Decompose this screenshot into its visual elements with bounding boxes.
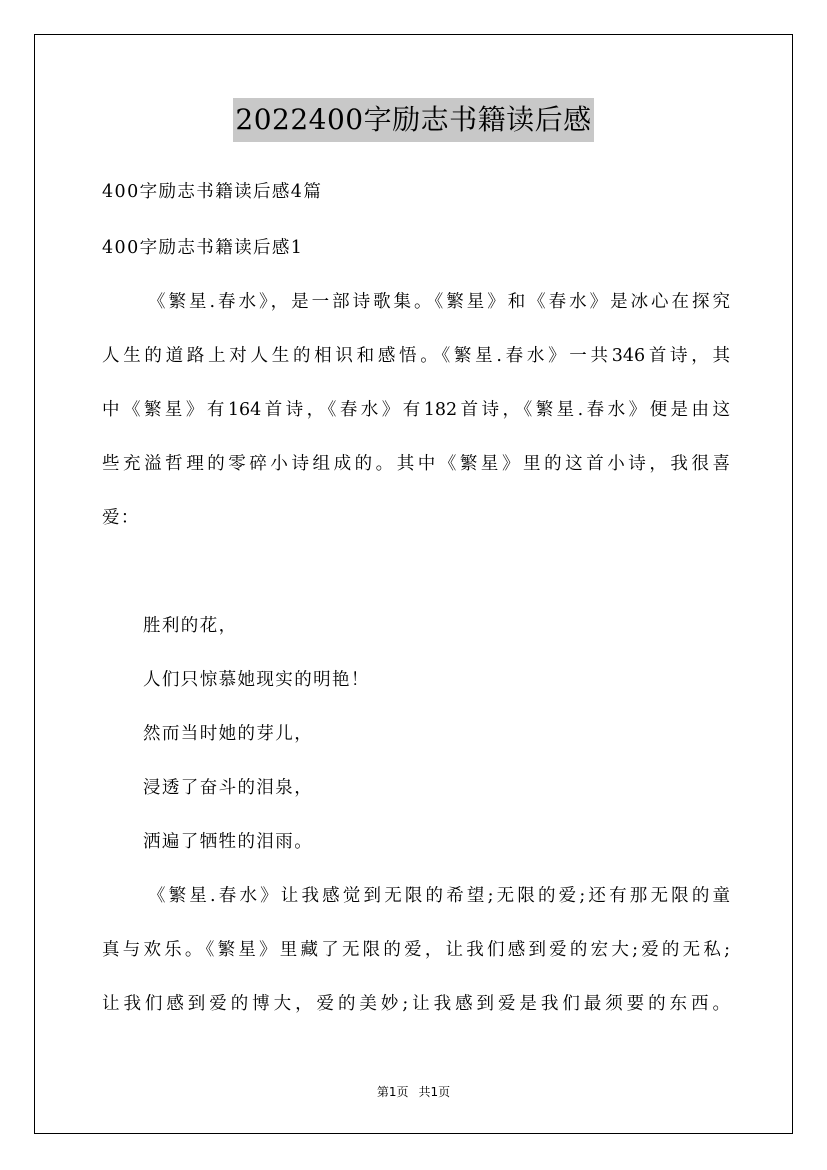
paragraph1-line: 些充溢哲理的零碎小诗组成的。其中《繁星》里的这首小诗，我很喜 xyxy=(102,454,730,474)
poem-line: 然而当时她的芽儿， xyxy=(143,724,314,744)
paragraph1-line: 《繁星.春水》，是一部诗歌集。《繁星》和《春水》是冰心在探究 xyxy=(148,292,730,312)
document-title-wrap xyxy=(0,98,827,142)
paragraph2-line: 让我们感到爱的博大，爱的美妙;让我感到爱是我们最须要的东西。 xyxy=(102,994,730,1014)
paragraph1-line: 人生的道路上对人生的相识和感悟。《繁星.春水》一共346首诗，其 xyxy=(102,346,730,366)
paragraph1-line: 爱： xyxy=(102,508,140,528)
page-total: 共1页 xyxy=(418,1085,451,1099)
page-number: 第1页 xyxy=(376,1085,409,1099)
paragraph2-line: 真与欢乐。《繁星》里藏了无限的爱，让我们感到爱的宏大;爱的无私; xyxy=(102,940,730,960)
section-heading: 400字励志书籍读后感1 xyxy=(102,238,304,258)
poem-line: 浸透了奋斗的泪泉， xyxy=(143,778,314,798)
paragraph1-line: 中《繁星》有164首诗，《春水》有182首诗，《繁星.春水》便是由这 xyxy=(102,400,730,420)
document-subtitle: 400字励志书籍读后感4篇 xyxy=(102,182,323,202)
document-title: 2022400字励志书籍读后感 xyxy=(233,98,593,142)
page-footer xyxy=(0,1084,827,1100)
paragraph2-line: 《繁星.春水》让我感觉到无限的希望;无限的爱;还有那无限的童 xyxy=(148,886,730,906)
poem-line: 胜利的花， xyxy=(143,616,238,636)
poem-line: 人们只惊慕她现实的明艳！ xyxy=(143,670,370,690)
poem-line: 洒遍了牺牲的泪雨。 xyxy=(143,832,314,852)
